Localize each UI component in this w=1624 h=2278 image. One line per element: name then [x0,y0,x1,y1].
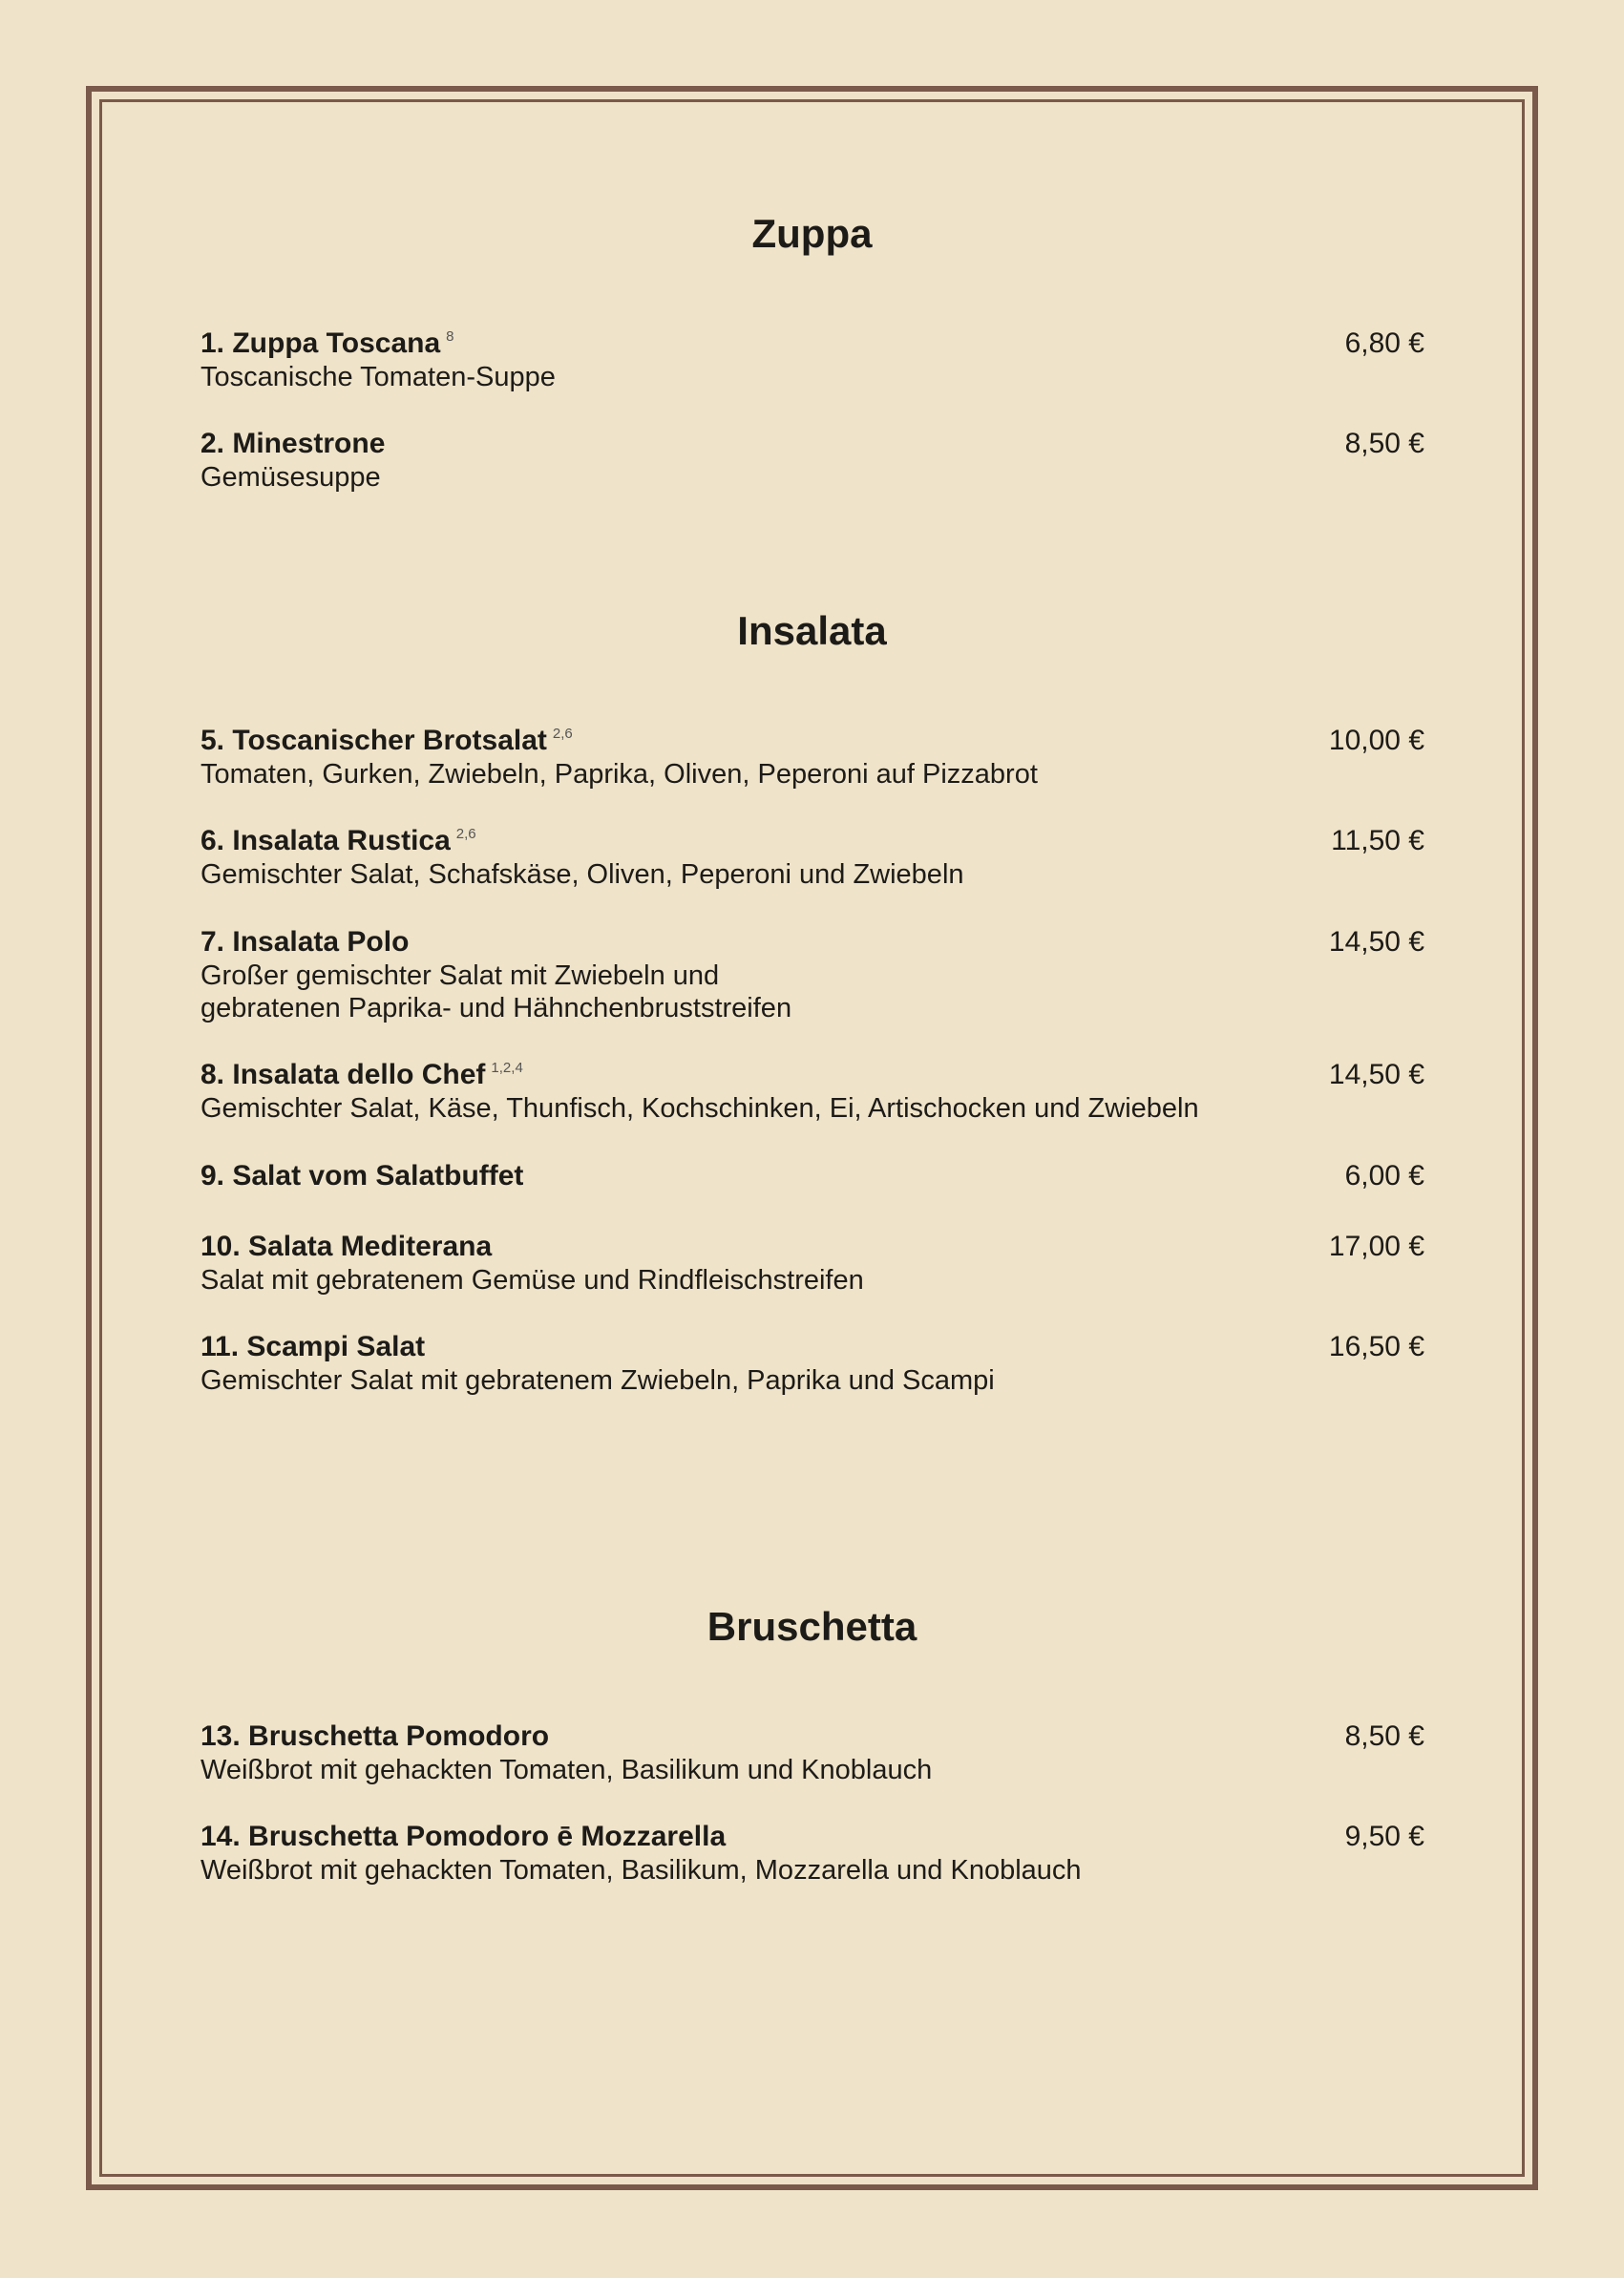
menu-item [200,1158,1424,1193]
item-name: 9. Salat vom Salatbuffet [200,1160,524,1192]
item-name: 8. Insalata dello Chef [200,1059,486,1090]
item-description: Tomaten, Gurken, Zwiebeln, Paprika, Oliven, Peperoni auf Pizzabrot [200,759,1038,790]
section-title-insalata: Insalata [737,608,887,653]
item-price: 6,00 € [1344,1160,1424,1192]
menu-item [200,1719,1424,1786]
item-name: 6. Insalata Rustica [200,825,451,856]
item-name: 5. Toscanischer Brotsalat [200,725,547,756]
menu-item [200,924,1424,1024]
item-description: Gemischter Salat mit gebratenem Zwiebeln, Paprika und Scampi [200,1365,995,1396]
menu-item [200,1329,1424,1397]
item-description: Großer gemischter Salat mit Zwiebeln und [200,960,720,991]
item-price: 11,50 € [1331,825,1424,856]
item-description: Toscanische Tomaten-Suppe [200,362,556,392]
item-price: 8,50 € [1344,428,1424,459]
menu-item [200,723,1424,791]
item-name: 14. Bruschetta Pomodoro ē Mozzarella [200,1821,727,1852]
item-description: gebratenen Paprika- und Hähnchenbruststreifen [200,993,792,1023]
section-title-bruschetta: Bruschetta [707,1604,917,1649]
item-description: Gemischter Salat, Schafskäse, Oliven, Peperoni und Zwiebeln [200,859,964,890]
item-price: 9,50 € [1344,1821,1424,1852]
item-allergens: 8 [446,328,454,345]
item-name: 2. Minestrone [200,428,386,459]
menu-item [200,1229,1424,1297]
item-price: 6,80 € [1344,327,1424,359]
item-price: 17,00 € [1328,1231,1424,1262]
item-price: 10,00 € [1328,725,1424,756]
item-description: Gemüsesuppe [200,462,381,493]
item-description: Weißbrot mit gehackten Tomaten, Basilikum, Mozzarella und Knoblauch [200,1855,1082,1886]
item-name: 1. Zuppa Toscana [200,327,441,359]
menu-item [200,1819,1424,1887]
item-allergens: 2,6 [455,826,476,842]
item-name: 7. Insalata Polo [200,926,410,958]
item-name: 10. Salata Mediterana [200,1231,493,1262]
menu-item [200,823,1424,891]
item-description: Weißbrot mit gehackten Tomaten, Basilikum und Knoblauch [200,1755,933,1785]
item-name: 11. Scampi Salat [200,1331,426,1362]
item-price: 14,50 € [1328,1059,1424,1090]
item-price: 14,50 € [1328,926,1424,958]
menu-item [200,426,1424,494]
menu-item [200,1057,1424,1125]
item-description: Salat mit gebratenem Gemüse und Rindfleischstreifen [200,1265,864,1296]
item-price: 8,50 € [1344,1720,1424,1752]
item-description: Gemischter Salat, Käse, Thunfisch, Kochschinken, Ei, Artischocken und Zwiebeln [200,1093,1199,1124]
item-name: 13. Bruschetta Pomodoro [200,1720,550,1752]
section-title-zuppa: Zuppa [751,211,873,256]
item-allergens: 1,2,4 [491,1060,523,1076]
item-price: 16,50 € [1328,1331,1424,1362]
item-allergens: 2,6 [552,726,573,742]
menu-item [200,326,1424,393]
